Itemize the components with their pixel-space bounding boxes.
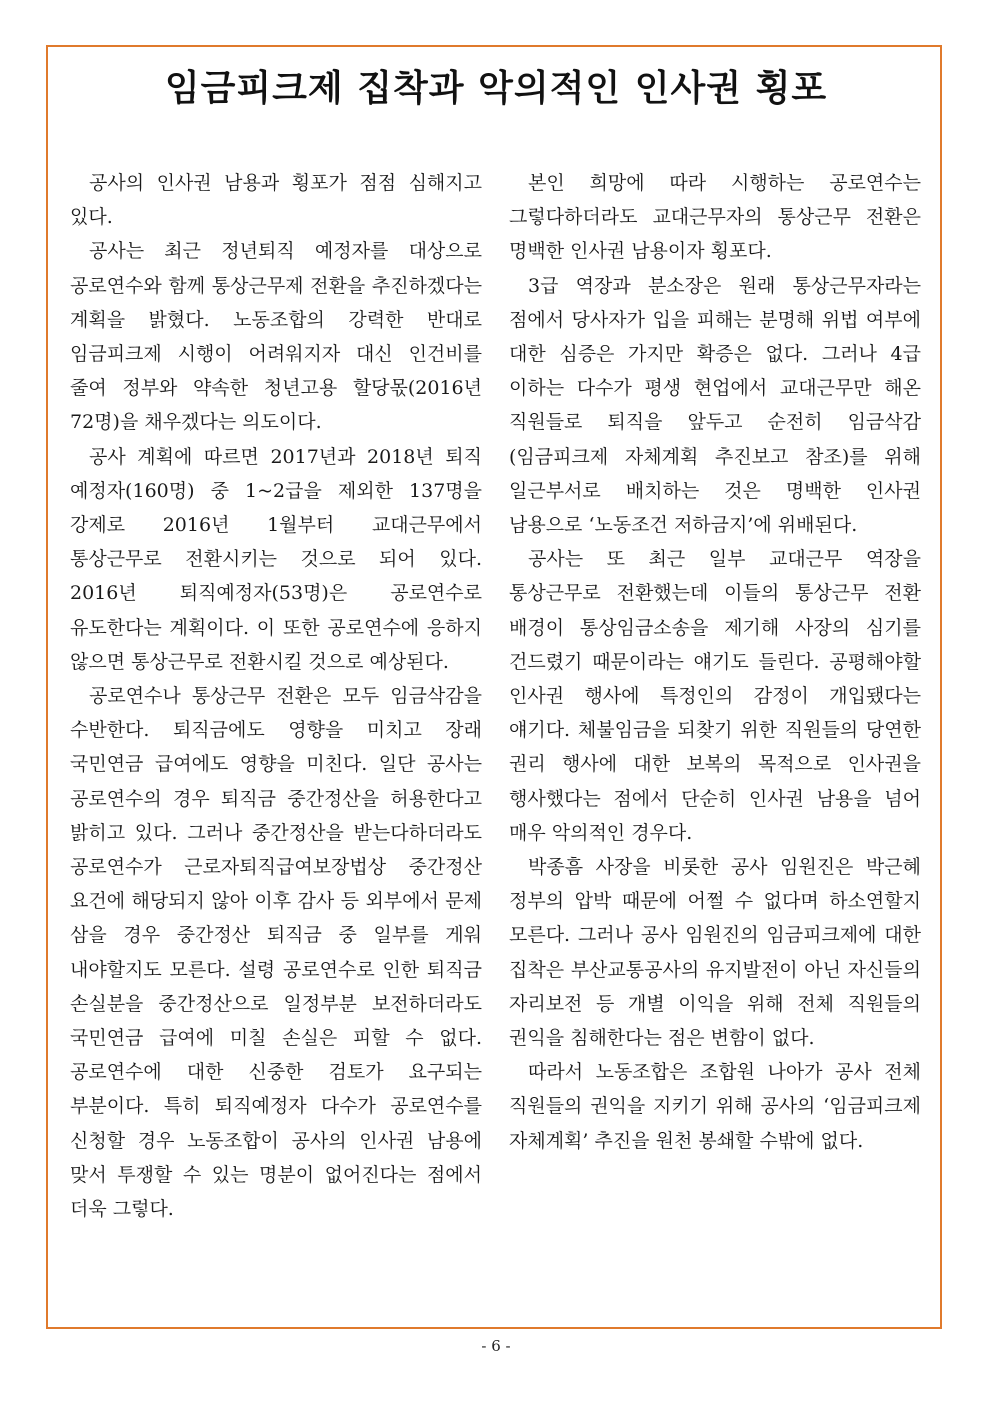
right-column bbox=[509, 166, 921, 1158]
paragraph: 공사는 최근 정년퇴직 예정자를 대상으로 공로연수와 함께 통상근무제 전환을 추진하겠다는 계획을 밝혔다. 노동조합의 강력한 반대로 임금피크제 시행이 어려워지자 대신 인건비를 줄여 정부와 약속한 청년고용 할당몫(2016년 72명)을 채우겠다는 의도이다. bbox=[70, 240, 482, 434]
article-title: 임금피크제 집착과 악의적인 인사권 횡포 bbox=[164, 67, 828, 109]
left-column bbox=[70, 166, 482, 1226]
paragraph: 공로연수나 통상근무 전환은 모두 임금삭감을 수반한다. 퇴직금에도 영향을 미치고 장래 국민연금 급여에도 영향을 미친다. 일단 공사는 공로연수의 경우 퇴직금 중간정산을 허용한다고 밝히고 있다. 그러나 중간정산을 받는다하더라도 공로연수가 근로자퇴직급여보장법상 중간정산 요건에 해당되지 않아 이후 감사 등 외부에서 문제 삼을 경우 중간정산 퇴직금 중 일부를 게워 내야할지도 모른다. 설령 공로연수로 인한 퇴직금 손실분을 중간정산으로 일정부분 보전하더라도 국민연금 급여에 미칠 손실은 피할 수 없다. 공로연수에 대한 신중한 검토가 요구되는 부분이다. 특히 퇴직예정자 다수가 공로연수를 신청할 경우 노동조합이 공사의 인사권 남용에 맞서 투쟁할 수 있는 명분이 없어진다는 점에서 더욱 그렇다. bbox=[70, 685, 482, 1221]
paragraph: 공사의 인사권 남용과 횡포가 점점 심해지고 있다. bbox=[70, 172, 482, 229]
paragraph: 박종흠 사장을 비롯한 공사 임원진은 박근혜 정부의 압박 때문에 어쩔 수 없다며 하소연할지 모른다. 그러나 공사 임원진의 임금피크제에 대한 집착은 부산교통공사의 유지발전이 아닌 자신들의 자리보전 등 개별 이익을 위해 전체 직원들의 권익을 침해한다는 점은 변함이 없다. bbox=[509, 856, 921, 1050]
page-number: - 6 - bbox=[481, 1337, 511, 1355]
paragraph: 공사는 또 최근 일부 교대근무 역장을 통상근무로 전환했는데 이들의 통상근무 전환 배경이 통상임금소송을 제기해 사장의 심기를 건드렸기 때문이라는 얘기도 들린다. 공평해야할 인사권 행사에 특정인의 감정이 개입됐다는 얘기다. 체불임금을 되찾기 위한 직원들의 당연한 권리 행사에 대한 보복의 목적으로 인사권을 행사했다는 점에서 단순히 인사권 남용을 넘어 매우 악의적인 경우다. bbox=[509, 548, 921, 844]
paragraph: 공사 계획에 따르면 2017년과 2018년 퇴직 예정자(160명) 중 1~2급을 제외한 137명을 강제로 2016년 1월부터 교대근무에서 통상근무로 전환시키는 것으로 되어 있다. 2016년 퇴직예정자(53명)은 공로연수로 유도한다는 계획이다. 이 또한 공로연수에 응하지 않으면 통상근무로 전환시킬 것으로 예상된다. bbox=[70, 445, 482, 673]
paragraph: 본인 희망에 따라 시행하는 공로연수는 그렇다하더라도 교대근무자의 통상근무 전환은 명백한 인사권 남용이자 횡포다. bbox=[509, 172, 921, 263]
paragraph: 따라서 노동조합은 조합원 나아가 공사 전체 직원들의 권익을 지키기 위해 공사의 ‘임금피크제 자체계획’ 추진을 원천 봉쇄할 수밖에 없다. bbox=[509, 1061, 921, 1152]
paragraph: 3급 역장과 분소장은 원래 통상근무자라는 점에서 당사자가 입을 피해는 분명해 위법 여부에 대한 심증은 가지만 확증은 없다. 그러나 4급 이하는 다수가 평생 현업에서 교대근무만 해온 직원들로 퇴직을 앞두고 순전히 임금삭감(임금피크제 자체계획 추진보고 참조)를 위해 일근부서로 배치하는 것은 명백한 인사권 남용으로 ‘노동조건 저하금지’에 위배된다. bbox=[509, 274, 921, 537]
